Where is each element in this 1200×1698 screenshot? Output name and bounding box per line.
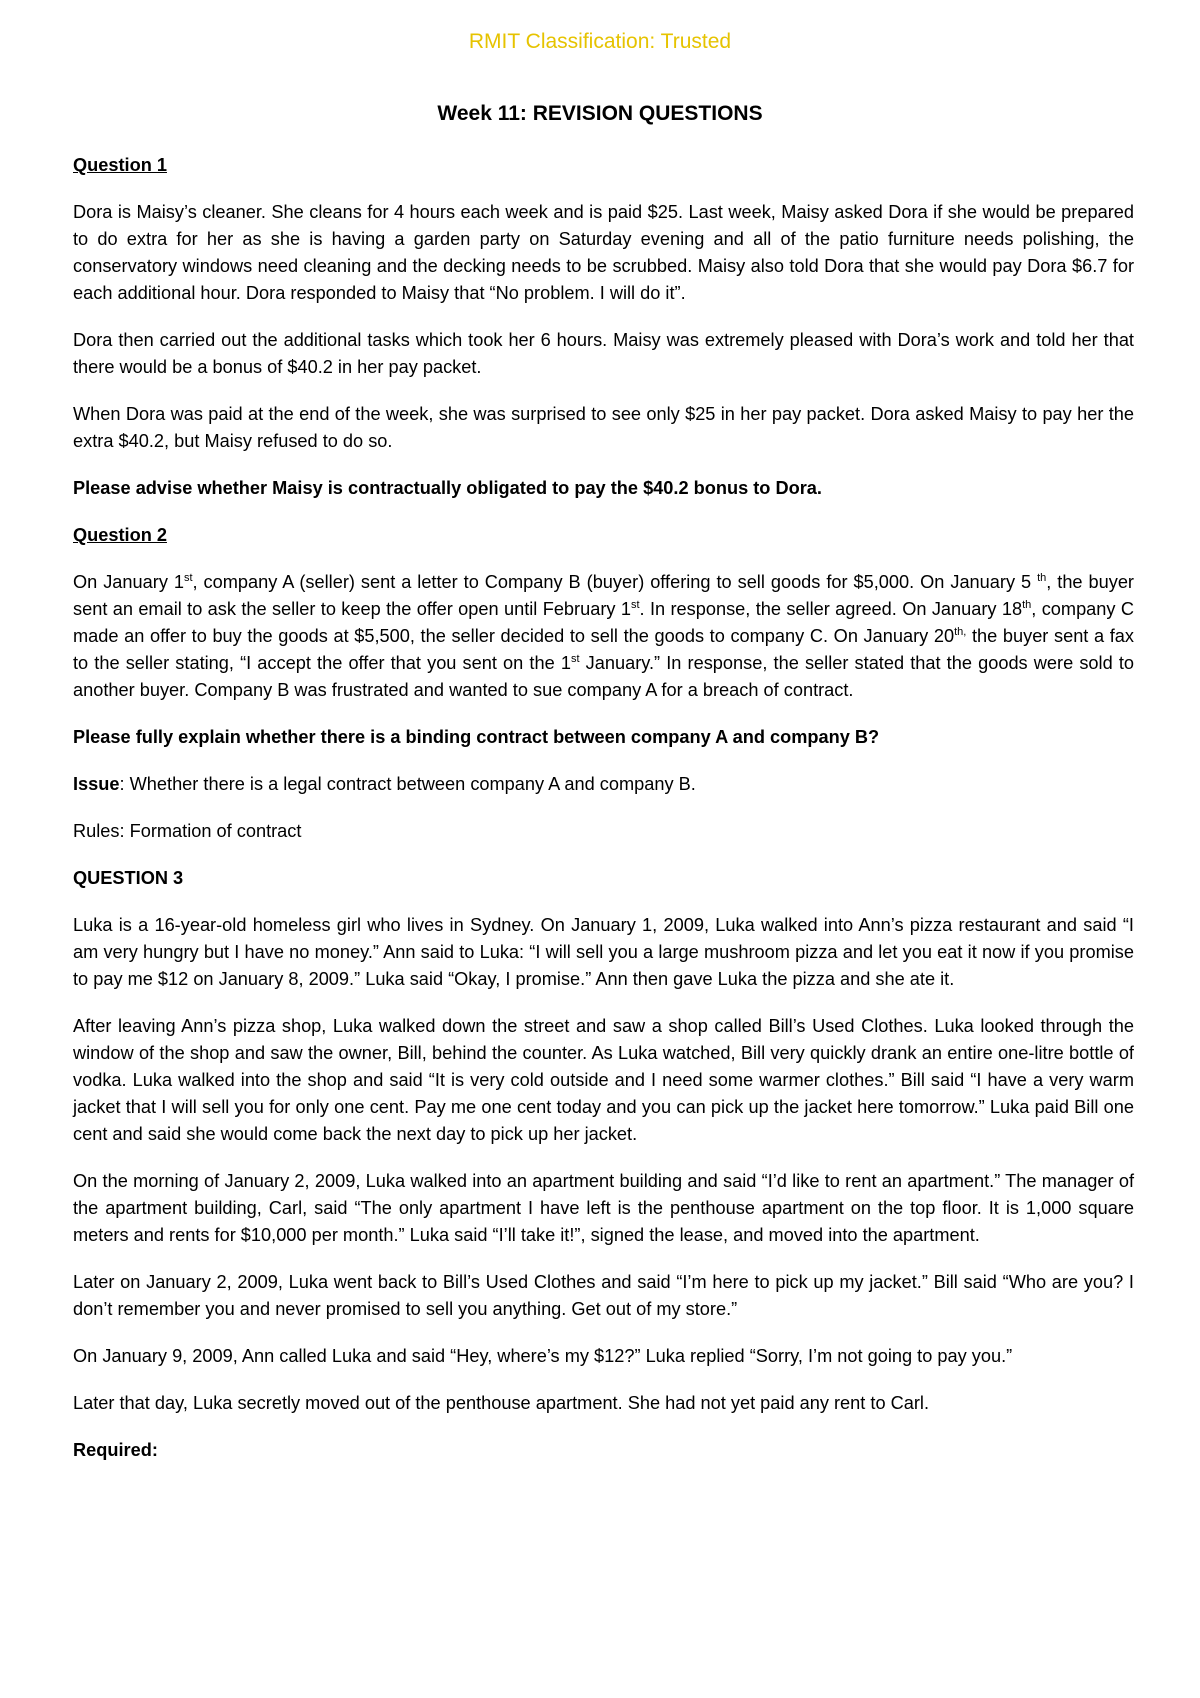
question-2-task: Please fully explain whether there is a binding contract between company A and company B? xyxy=(73,727,880,747)
issue-text: : Whether there is a legal contract between company A and company B. xyxy=(119,774,696,794)
question-3-heading: QUESTION 3 xyxy=(73,868,184,888)
issue-label: Issue xyxy=(73,774,120,794)
question-2-heading: Question 2 xyxy=(73,525,167,545)
question-1-paragraph: When Dora was paid at the end of the week, she was surprised to see only $25 in her pay packet. Dora asked Maisy to pay her the extra $40.2, but Maisy refused to do so. xyxy=(73,404,1134,451)
document-body xyxy=(73,152,1134,1484)
question-3-paragraph: Later that day, Luka secretly moved out of the penthouse apartment. She had not yet paid any rent to Carl. xyxy=(73,1393,930,1413)
classification-label: RMIT Classification: Trusted xyxy=(468,30,732,53)
question-1-task: Please advise whether Maisy is contractually obligated to pay the $40.2 bonus to Dora. xyxy=(73,478,822,498)
required-label: Required: xyxy=(73,1440,158,1460)
question-3-paragraph: On the morning of January 2, 2009, Luka walked into an apartment building and said “I’d like to rent an apartment.” The manager of the apartment building, Carl, said “The only apartment I have left is the penthouse apartment on the top floor. It is 1,000 square meters and rents for $10,000 per month.” Luka said “I’ll take it!”, signed the lease, and moved into the apartment. xyxy=(73,1171,1134,1245)
question-1-heading: Question 1 xyxy=(73,155,167,175)
question-3-paragraph: Later on January 2, 2009, Luka went back to Bill’s Used Clothes and said “I’m here to pick up my jacket.” Bill said “Who are you? I don’t remember you and never promised to sell you anything. Get out of my store.” xyxy=(73,1272,1134,1319)
question-3-paragraph: On January 9, 2009, Ann called Luka and said “Hey, where’s my $12?” Luka replied “Sorry, I’m not going to pay you.” xyxy=(73,1346,1013,1366)
question-3-paragraph: Luka is a 16-year-old homeless girl who lives in Sydney. On January 1, 2009, Luka walked into Ann’s pizza restaurant and said “I am very hungry but I have no money.” Ann said to Luka: “I will sell you a large mushroom pizza and let you eat it now if you promise to pay me $12 on January 8, 2009.” Luka said “Okay, I promise.” Ann then gave Luka the pizza and she ate it. xyxy=(73,915,1134,989)
question-1-paragraph: Dora is Maisy’s cleaner. She cleans for 4 hours each week and is paid $25. Last week, Maisy asked Dora if she would be prepared to do extra for her as she is having a garden party on Saturday evening and all of the patio furniture needs polishing, the conservatory windows need cleaning and the decking needs to be scrubbed. Maisy also told Dora that she would pay Dora $6.7 for each additional hour. Dora responded to Maisy that “No problem. I will do it”. xyxy=(73,202,1134,303)
question-2-paragraph: On January 1st, company A (seller) sent a letter to Company B (buyer) offering to sell goods for $5,000. On January 5 $^{th}$, the buyer sent an email to ask the seller to keep the offer open until February 1st. In response, the seller agreed. On January 18th, company C made an offer to buy the goods at $5,500, the seller decided to sell the goods to company C. On January $20^{th,}$ the buyer sent a fax to the seller stating, “I accept the offer that you sent on the 1st January.” In response, the seller stated that the goods were sold to another buyer. Company B was frustrated and wanted to sue company A for a breach of contract. xyxy=(73,571,1134,700)
question-1-paragraph: Dora then carried out the additional tasks which took her 6 hours. Maisy was extremely pleased with Dora’s work and told her that there would be a bonus of $40.2 in her pay packet. xyxy=(73,330,1134,377)
question-2-rules: Rules: Formation of contract xyxy=(73,821,302,841)
question-2-issue xyxy=(73,771,1134,798)
page-title: Week 11: REVISION QUESTIONS xyxy=(437,102,763,125)
question-3-paragraph: After leaving Ann’s pizza shop, Luka walked down the street and saw a shop called Bill’s Used Clothes. Luka looked through the window of the shop and saw the owner, Bill, behind the counter. As Luka watched, Bill very quickly drank an entire one-litre bottle of vodka. Luka walked into the shop and said “It is very cold outside and I need some warmer clothes.” Bill said “I have a very warm jacket that I will sell you for only one cent. Pay me one cent today and you can pick up the jacket here tomorrow.” Luka paid Bill one cent and said she would come back the next day to pick up her jacket. xyxy=(73,1016,1134,1144)
